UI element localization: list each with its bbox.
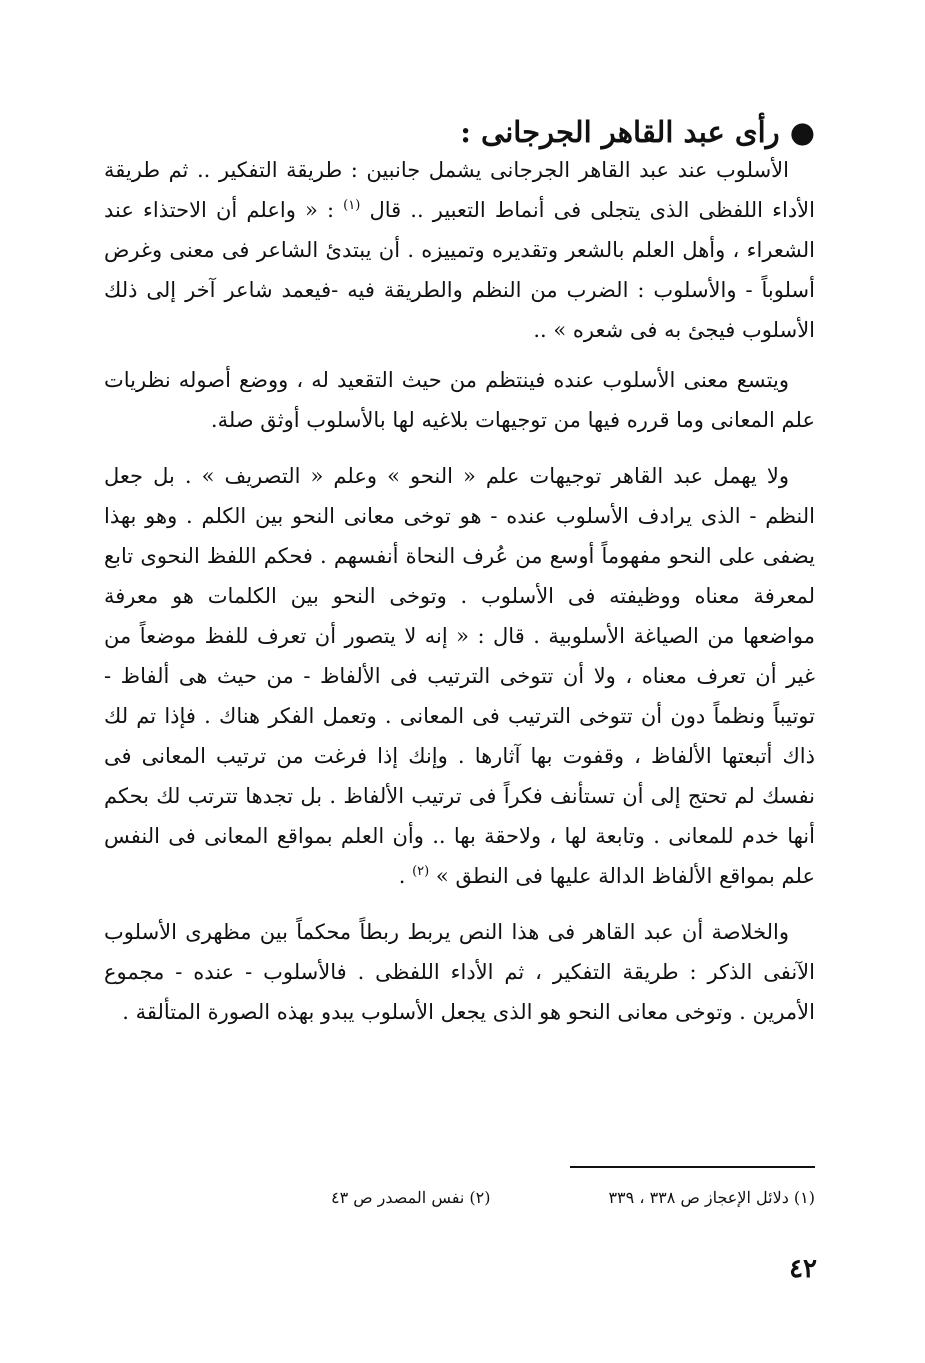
paragraph-3-text-a: ولا يهمل عبد القاهر توجيهات علم « النحو » وعلم « التصريف » . بل جعل النظم - الذى يرادف الأسلوب عنده - هو توخى معانى النحو بين الكلم . وهو بهذا يضفى على النحو مفهوماً أوسع من عُرف النحاة أنفسهم . فحكم اللفظ النحوى تابع لمعرفة معناه ووظيفته فى الأسلوب . وتوخى النحو بين الكلمات هو معرفة مواضعها من الصياغة الأسلوبية . قال : « إنه لا يتصور أن تعرف للفظ موضعاً من غير أن تعرف معناه ، ولا أن تتوخى الترتيب فى الألفاظ - من حيث هى ألفاظ - توتيباً ونظماً دون أن تتوخى الترتيب فى المعانى . وتعمل الفكر هناك . فإذا تم لك ذاك أتبعتها الألفاظ ، وقفوت بها آثارها . وإنك إذا فرغت من ترتيب المعانى فى نفسك لم تحتج إلى أن تستأنف فكراً فى ترتيب الألفاظ . بل تجدها تترتب لك بحكم أنها خدم للمعانى . وتابعة لها ، ولاحقة بها .. وأن العلم بمواقع المعانى فى النفس علم بمواقع الألفاظ الدالة عليها فى النطق » <box>104 464 815 888</box>
footnote-ref-2: (٢) <box>412 864 430 879</box>
heading-text: رأى عبد القاهر الجرجانى : <box>460 115 780 149</box>
paragraph-1 <box>104 150 815 350</box>
body-text <box>104 150 815 1048</box>
footnote-divider <box>570 1166 815 1168</box>
footnote-ref-1: (١) <box>343 198 361 213</box>
paragraph-1-text-a: الأسلوب عند عبد القاهر الجرجانى يشمل جانبين : طريقة التفكير .. ثم طريقة الأداء اللفظى الذى يتجلى فى أنماط التعبير .. قال <box>104 158 815 222</box>
footnote-1: (١) دلائل الإعجاز ص ٣٣٨ ، ٣٣٩ <box>608 1188 815 1207</box>
footnotes <box>104 1186 815 1210</box>
section-heading <box>115 110 815 154</box>
page-number: ٤٢ <box>789 1254 817 1284</box>
paragraph-2: ويتسع معنى الأسلوب عنده فينتظم من حيث التقعيد له ، ووضع أصوله نظريات علم المعانى وما قرره فيها من توجيهات بلاغيه لها بالأسلوب أوثق صلة. <box>104 368 815 432</box>
footnote-2: (٢) نفس المصدر ص ٤٣ <box>330 1188 491 1207</box>
paragraph-4: والخلاصة أن عبد القاهر فى هذا النص يربط ربطاً محكماً بين مظهرى الأسلوب الآنفى الذكر : طريقة التفكير ، ثم الأداء اللفظى . فالأسلوب - عنده - مجموع الأمرين . وتوخى معانى النحو هو الذى يجعل الأسلوب يبدو بهذه الصورة المتألقة . <box>104 920 815 1024</box>
bullet-icon: ● <box>789 115 815 149</box>
paragraph-1-text-b: : « واعلم أن الاحتذاء عند الشعراء ، وأهل العلم بالشعر وتقديره وتمييزه . أن يبتدئ الشاعر فى معنى وغرض أسلوباً - والأسلوب : الضرب من النظم والطريقة فيه -فيعمد شاعر آخر إلى ذلك الأسلوب فيجئ به فى شعره » .. <box>104 198 815 342</box>
paragraph-3-text-b: . <box>398 864 406 888</box>
paragraph-3 <box>104 456 815 896</box>
